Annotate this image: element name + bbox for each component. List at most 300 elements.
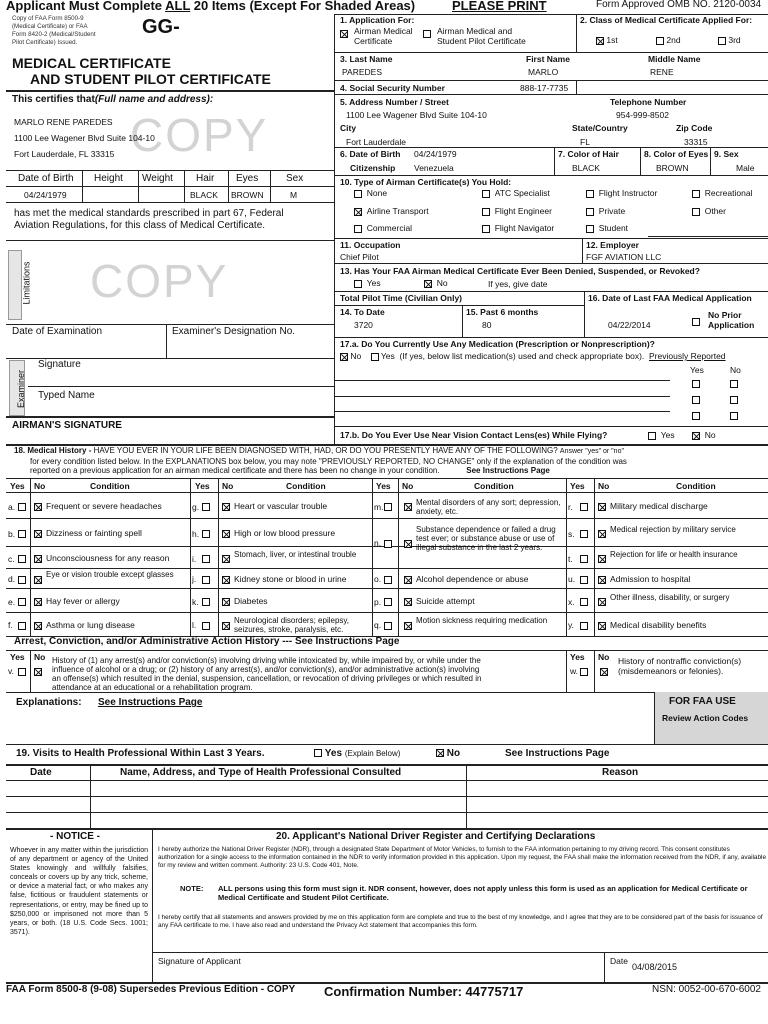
checkbox[interactable] <box>482 225 490 233</box>
condition-text: Dizziness or fainting spell <box>46 528 142 538</box>
condition-no-checkbox[interactable] <box>404 538 412 548</box>
holder-address-1: 1100 Lee Wagener Blvd Suite 104-10 <box>14 133 155 143</box>
item18-text: HAVE YOU EVER IN YOUR LIFE BEEN DIAGNOSED WITH, HAD, OR DO YOU PRESENTLY HAVE ANY OF THE FOLLOWING? <box>91 446 558 455</box>
checkbox-checked[interactable] <box>424 280 432 288</box>
checkbox[interactable] <box>730 380 738 388</box>
condition-letter: m. <box>374 501 384 512</box>
condition-text: Admission to hospital <box>610 573 691 584</box>
visits-no[interactable] <box>436 748 460 759</box>
checkbox[interactable] <box>202 576 210 584</box>
condition-text: Substance dependence or failed a drug test ever; or substance abuse or use of illegal substance in the last 2 years. <box>416 525 556 552</box>
checkbox-checked[interactable] <box>222 622 230 630</box>
total-pilot-time-label: Total Pilot Time (Civilian Only) <box>340 293 463 303</box>
signature-date: 04/08/2015 <box>632 962 678 972</box>
condition-yes-checkbox[interactable] <box>202 574 210 584</box>
airman-signature-label: AIRMAN'S SIGNATURE <box>12 420 122 431</box>
cert-type-label: Flight Engineer <box>494 206 552 216</box>
condition-yes-checkbox[interactable] <box>18 554 26 564</box>
item18-text: for every condition listed below. In the EXPLANATIONS box below, you may note "PREVIOUSLY REPORTED, NO CHANGE" only if the explanation of the condition was <box>30 456 627 466</box>
denied-no[interactable] <box>424 278 448 288</box>
item20-authorization: I hereby authorize the National Driver Register (NDR), through a designated State Department of Motor Vehicles, to furnish to the FAA information pertaining to my driving record. This consent constitutes authorization for a single access to the information contained in the NDR to verify information provided in this application. Upon my request, the FAA shall make the information received from the NDR, if any, available for my review and written comment. Authority: 23 U.S. Code 401, Note. <box>158 846 767 870</box>
hair-value: BLACK <box>190 190 218 200</box>
medication-row <box>340 351 726 361</box>
cert-private[interactable] <box>586 206 625 216</box>
opt-text: Airman Medical and <box>437 26 513 36</box>
condition-yes-checkbox[interactable] <box>580 554 588 564</box>
condition-letter: o. <box>374 574 382 584</box>
condition-letter: j. <box>192 574 197 584</box>
checkbox[interactable] <box>718 37 726 45</box>
checkbox-checked[interactable] <box>222 530 230 538</box>
item18-intro <box>14 446 764 476</box>
cert-student[interactable] <box>586 223 628 233</box>
copy-note-line: Copy of FAA Form 8500-9 <box>12 15 84 22</box>
condition-yes-checkbox[interactable] <box>18 502 26 512</box>
yes-col-header: Yes <box>10 652 25 662</box>
condition-yes-checkbox[interactable] <box>580 529 588 539</box>
date-label: Date <box>610 956 628 966</box>
checkbox[interactable] <box>656 37 664 45</box>
condition-letter: e. <box>8 596 16 607</box>
checkbox[interactable] <box>18 598 26 606</box>
checkbox[interactable] <box>202 503 210 511</box>
checkbox[interactable] <box>580 622 588 630</box>
yes-label: Yes <box>366 278 381 288</box>
faa-use-label: FOR FAA USE <box>669 696 736 707</box>
condition-letter: a. <box>8 501 16 512</box>
item1-opt2-label <box>437 26 526 46</box>
condition-text: Diabetes <box>234 596 268 606</box>
last-name-value: PAREDES <box>342 67 382 77</box>
no-col-header: No <box>222 481 234 491</box>
yes-col-header: Yes <box>570 652 585 662</box>
medication-no-checkbox[interactable] <box>340 353 348 361</box>
zip-value: 33315 <box>684 137 708 147</box>
checkbox[interactable] <box>692 396 700 404</box>
checkbox[interactable] <box>202 555 210 563</box>
height-header: Height <box>94 173 123 184</box>
denied-yes[interactable] <box>354 278 381 288</box>
last-medical-date: 04/22/2014 <box>608 320 651 330</box>
class-1st[interactable] <box>596 35 618 45</box>
condition-no-checkbox[interactable] <box>404 502 412 512</box>
checkbox[interactable] <box>482 208 490 216</box>
condition-yes-checkbox[interactable] <box>18 597 26 607</box>
copy-watermark: COPY <box>130 109 269 161</box>
condition-no-checkbox[interactable] <box>598 574 606 584</box>
confirmation-number: Confirmation Number: 44775717 <box>324 984 524 999</box>
cert-type-label: Recreational <box>704 188 753 198</box>
item2-label: 2. Class of Medical Certificate Applied For: <box>580 15 753 25</box>
checkbox-checked[interactable] <box>404 598 412 606</box>
med1-no[interactable] <box>730 378 738 388</box>
med2-yes[interactable] <box>692 394 700 404</box>
cert-title-2: AND STUDENT PILOT CERTIFICATE <box>30 71 271 87</box>
condition-no-checkbox[interactable] <box>34 502 42 512</box>
title-all: ALL <box>165 0 191 13</box>
checkbox-checked[interactable] <box>222 576 230 584</box>
condition-yes-checkbox[interactable] <box>580 574 588 584</box>
condition-yes-checkbox[interactable] <box>202 620 210 630</box>
checkbox-checked[interactable] <box>222 598 230 606</box>
form-number: FAA Form 8500-8 (9-08) Supersedes Previous Edition - COPY <box>6 984 296 995</box>
checkbox-checked[interactable] <box>600 668 608 676</box>
checkbox-checked[interactable] <box>34 668 42 676</box>
item9-label: 9. Sex <box>714 149 739 159</box>
condition-letter: n. <box>374 538 382 548</box>
condition-no-checkbox[interactable] <box>222 620 230 630</box>
copy-note-line: (Medical Certificate) or FAA <box>12 23 88 30</box>
first-name-value: MARLO <box>528 67 559 77</box>
condition-yes-checkbox[interactable] <box>202 502 210 512</box>
checkbox-checked[interactable] <box>340 30 348 38</box>
examiner-label: Examiner <box>16 369 27 409</box>
condition-yes-checkbox[interactable] <box>18 529 26 539</box>
condition-text: Mental disorders of any sort; depression, anxiety, etc. <box>416 497 561 516</box>
condition-yes-checkbox[interactable] <box>202 597 210 607</box>
explain-below: (Explain Below) <box>344 749 401 758</box>
answer-note: Answer "yes" or "no" <box>559 448 624 455</box>
condition-letter: p. <box>374 596 382 607</box>
condition-no-checkbox[interactable] <box>404 620 412 630</box>
checkbox-checked[interactable] <box>34 622 42 630</box>
no-col-header: No <box>402 481 414 491</box>
previously-reported-label: Previously Reported <box>649 351 726 361</box>
checkbox-checked[interactable] <box>596 37 604 45</box>
sex-header: Sex <box>286 173 304 184</box>
condition-yes-checkbox[interactable] <box>384 620 392 630</box>
condition-yes-checkbox[interactable] <box>580 597 588 607</box>
checkbox-checked[interactable] <box>34 555 42 563</box>
date-of-exam-label: Date of Examination <box>12 326 103 337</box>
contact-no[interactable] <box>692 430 716 440</box>
no-label: No <box>436 278 448 288</box>
v-label: v. <box>8 666 14 676</box>
condition-no-checkbox[interactable] <box>34 620 42 630</box>
item1-option-student[interactable] <box>423 28 431 38</box>
checkbox-checked[interactable] <box>404 503 412 511</box>
limitations-label: Limitations <box>21 261 32 305</box>
condition-yes-checkbox[interactable] <box>384 538 392 548</box>
checkbox[interactable] <box>580 530 588 538</box>
checkbox[interactable] <box>18 530 26 538</box>
w-no[interactable] <box>600 666 608 676</box>
class-label: 2nd <box>666 35 681 45</box>
notice-title: - NOTICE - <box>50 831 100 842</box>
checkbox[interactable] <box>580 598 588 606</box>
v-text: History of (1) any arrest(s) and/or conviction(s) involving driving while intoxicated by, while impaired by, or while under the influence of alcohol or a drug; or (2) history of any arrest(s), and/or conviction(s), and/or administrative action(s) involving an offense(s) which resulted in the denial, suspension, cancellation, or revocation of driving privileges or which resulted in attendance at an educational or a rehabilitation program. <box>52 656 482 692</box>
checkbox-checked[interactable] <box>34 530 42 538</box>
condition-letter: s. <box>568 528 575 539</box>
condition-yes-checkbox[interactable] <box>202 529 210 539</box>
checkbox[interactable] <box>692 318 700 326</box>
state-value: FL <box>580 137 590 147</box>
med1-yes[interactable] <box>692 378 700 388</box>
checkbox-checked[interactable] <box>354 208 362 216</box>
condition-text: Hay fever or allergy <box>46 596 120 606</box>
med-no-header: No <box>730 365 741 375</box>
checkbox[interactable] <box>586 190 594 198</box>
item11-label: 11. Occupation <box>340 240 401 250</box>
condition-no-checkbox[interactable] <box>404 574 412 584</box>
checkbox[interactable] <box>586 225 594 233</box>
checkbox-checked[interactable] <box>692 432 700 440</box>
checkbox[interactable] <box>18 576 26 584</box>
condition-no-checkbox[interactable] <box>404 597 412 607</box>
condition-no-checkbox[interactable] <box>222 574 230 584</box>
cert-flight-engineer[interactable] <box>482 206 552 216</box>
item1-option-airman[interactable] <box>340 28 348 38</box>
v-yes[interactable] <box>18 666 26 676</box>
checkbox[interactable] <box>202 530 210 538</box>
checkbox[interactable] <box>423 30 431 38</box>
no-label: No <box>446 748 461 759</box>
condition-text: Unconsciousness for any reason <box>46 553 170 563</box>
condition-no-checkbox[interactable] <box>34 554 42 564</box>
copy-note-line: Pilot Certificate) Issued. <box>12 39 78 46</box>
checkbox-checked[interactable] <box>404 540 412 548</box>
condition-no-checkbox[interactable] <box>598 554 606 564</box>
item20-title: 20. Applicant's National Driver Register and Certifying Declarations <box>276 831 596 842</box>
condition-text: Military medical discharge <box>610 501 708 511</box>
opt-text: Certificate <box>354 36 393 46</box>
condition-no-checkbox[interactable] <box>222 597 230 607</box>
typed-name-label: Typed Name <box>38 390 95 401</box>
condition-no-checkbox[interactable] <box>34 574 42 584</box>
checkbox[interactable] <box>18 503 26 511</box>
nsn-number: NSN: 0052-00-670-6002 <box>652 984 761 995</box>
item16-label: 16. Date of Last FAA Medical Application <box>588 293 752 303</box>
condition-letter: b. <box>8 528 16 539</box>
checkbox[interactable] <box>18 668 26 676</box>
condition-yes-checkbox[interactable] <box>384 597 392 607</box>
condition-text: Kidney stone or blood in urine <box>234 573 347 584</box>
checkbox[interactable] <box>314 749 322 757</box>
checkbox-checked[interactable] <box>34 503 42 511</box>
cert-flight-navigator[interactable] <box>482 223 554 233</box>
item18-text: reported on a previous application for an airman medical certificate and there has been no change in your condition. <box>30 466 440 475</box>
checkbox[interactable] <box>384 540 392 548</box>
checkbox-checked[interactable] <box>222 503 230 511</box>
certifies-hint: (Full name and address): <box>94 94 214 105</box>
condition-text: Motion sickness requiring medication <box>416 616 548 625</box>
checkbox[interactable] <box>586 208 594 216</box>
condition-no-checkbox[interactable] <box>34 597 42 607</box>
med3-no[interactable] <box>730 410 738 420</box>
condition-text: Suicide attempt <box>416 596 475 606</box>
medication-yes-checkbox[interactable] <box>371 353 379 361</box>
class-3rd[interactable] <box>718 35 741 45</box>
checkbox[interactable] <box>354 190 362 198</box>
yes-label: Yes <box>380 351 395 361</box>
checkbox[interactable] <box>580 668 588 676</box>
item19-label: 19. Visits to Health Professional Within Last 3 Years. <box>16 748 265 759</box>
cert-commercial[interactable] <box>354 223 412 233</box>
checkbox[interactable] <box>202 598 210 606</box>
checkbox[interactable] <box>354 225 362 233</box>
certifies-text: This certifies that <box>12 94 95 105</box>
no-prior-label <box>708 310 754 330</box>
checkbox-checked[interactable] <box>598 503 606 511</box>
arrest-title: Arrest, Conviction, and/or Administrative Action History --- See Instructions Page <box>14 636 400 647</box>
condition-col-header: Condition <box>90 481 130 491</box>
condition-letter: k. <box>192 596 199 607</box>
condition-text: Stomach, liver, or intestinal trouble <box>234 549 357 559</box>
condition-no-checkbox[interactable] <box>598 620 606 630</box>
give-date-label: If yes, give date <box>488 279 548 289</box>
item3-label: 3. Last Name <box>340 54 393 64</box>
applicant-signature-field[interactable] <box>300 966 596 978</box>
condition-yes-checkbox[interactable] <box>580 620 588 630</box>
checkbox[interactable] <box>18 622 26 630</box>
item17b-label: 17.b. Do You Ever Use Near Vision Contact Lens(es) While Flying? <box>340 430 608 440</box>
checkbox[interactable] <box>692 380 700 388</box>
cert-none[interactable] <box>354 188 387 198</box>
cert-title-1: MEDICAL CERTIFICATE <box>12 55 171 71</box>
checkbox-checked[interactable] <box>34 576 42 584</box>
condition-yes-checkbox[interactable] <box>18 620 26 630</box>
condition-letter: f. <box>8 620 13 630</box>
checkbox-checked[interactable] <box>598 598 606 606</box>
condition-no-checkbox[interactable] <box>598 597 606 607</box>
checkbox[interactable] <box>692 208 700 216</box>
phone-label: Telephone Number <box>610 97 687 107</box>
copy-watermark: COPY <box>90 255 229 307</box>
checkbox[interactable] <box>580 503 588 511</box>
condition-no-checkbox[interactable] <box>598 502 606 512</box>
no-label: No <box>704 430 716 440</box>
no-prior-text: No Prior <box>708 310 742 320</box>
condition-no-checkbox[interactable] <box>34 529 42 539</box>
checkbox[interactable] <box>580 555 588 563</box>
dob-right-value: 04/24/1979 <box>414 149 457 159</box>
condition-col-header: Condition <box>474 481 514 491</box>
med3-yes[interactable] <box>692 410 700 420</box>
checkbox-checked[interactable] <box>404 622 412 630</box>
checkbox[interactable] <box>648 432 656 440</box>
condition-letter: i. <box>192 553 197 564</box>
certifies-label <box>12 94 213 105</box>
condition-no-checkbox[interactable] <box>222 554 230 564</box>
checkbox[interactable] <box>580 576 588 584</box>
checkbox-checked[interactable] <box>598 530 606 538</box>
condition-yes-checkbox[interactable] <box>580 502 588 512</box>
condition-no-checkbox[interactable] <box>222 502 230 512</box>
item13-label: 13. Has Your FAA Airman Medical Certificate Ever Been Denied, Suspended, or Revoked? <box>340 266 700 276</box>
checkbox[interactable] <box>692 412 700 420</box>
checkbox-checked[interactable] <box>222 555 230 563</box>
item1-label: 1. Application For: <box>340 15 415 25</box>
item18-label: 18. Medical History - <box>14 446 92 455</box>
contact-yes[interactable] <box>648 430 675 440</box>
v-no[interactable] <box>34 666 42 676</box>
no-prior-checkbox[interactable] <box>692 316 700 326</box>
examiner-designation-label: Examiner's Designation No. <box>172 326 296 337</box>
condition-letter: h. <box>192 528 200 539</box>
zip-label: Zip Code <box>676 123 713 133</box>
condition-letter: c. <box>8 553 15 564</box>
checkbox-checked[interactable] <box>598 622 606 630</box>
item20-certification: I hereby certify that all statements and answers provided by me on this application form are complete and true to the best of my knowledge, and I agree that they are to be considered part of the basis for issuance of any FAA certificate to me. I have also read and understand the Privacy Act statement that accompanies this form. <box>158 914 763 930</box>
condition-text: Medical rejection by military service <box>610 524 736 534</box>
cert-flight-instructor[interactable] <box>586 188 657 198</box>
see-instructions-link[interactable]: See Instructions Page <box>98 697 203 708</box>
checkbox-checked[interactable] <box>34 598 42 606</box>
condition-yes-checkbox[interactable] <box>202 554 210 564</box>
condition-no-checkbox[interactable] <box>598 529 606 539</box>
eye-color-value: BROWN <box>656 163 689 173</box>
city-label: City <box>340 123 357 133</box>
visits-yes[interactable] <box>314 748 400 759</box>
condition-yes-checkbox[interactable] <box>384 502 392 512</box>
w-yes[interactable] <box>580 666 588 676</box>
omb-number: Form Approved OMB NO. 2120-0034 <box>596 0 762 10</box>
condition-yes-checkbox[interactable] <box>384 574 392 584</box>
weight-header: Weight <box>142 173 173 184</box>
sex-right-value: Male <box>736 163 755 173</box>
checkbox-checked[interactable] <box>598 555 606 563</box>
checkbox-checked[interactable] <box>436 749 444 757</box>
cert-recreational[interactable] <box>692 188 752 198</box>
please-print: PLEASE PRINT <box>452 0 547 13</box>
condition-letter: u. <box>568 574 576 584</box>
employer-value: FGF AVIATION LLC <box>586 252 662 262</box>
checkbox[interactable] <box>692 190 700 198</box>
item1-opt1-label <box>354 26 413 46</box>
checkbox[interactable] <box>202 622 210 630</box>
condition-no-checkbox[interactable] <box>222 529 230 539</box>
med2-no[interactable] <box>730 394 738 404</box>
yes-col-header: Yes <box>10 481 25 491</box>
checkbox[interactable] <box>384 622 392 630</box>
checkbox[interactable] <box>730 412 738 420</box>
form-title <box>6 0 415 13</box>
checkbox[interactable] <box>384 598 392 606</box>
item15-label: 15. Past 6 months <box>466 307 539 317</box>
condition-letter: q. <box>374 620 382 630</box>
city-value: Fort Lauderdale <box>346 137 407 147</box>
cert-other[interactable] <box>692 206 726 216</box>
cert-airline-transport[interactable] <box>354 206 429 216</box>
to-date-value: 3720 <box>354 320 373 330</box>
checkbox[interactable] <box>384 576 392 584</box>
checkbox-checked[interactable] <box>404 576 412 584</box>
checkbox[interactable] <box>730 396 738 404</box>
checkbox[interactable] <box>354 280 362 288</box>
eyes-header: Eyes <box>236 173 259 184</box>
checkbox[interactable] <box>482 190 490 198</box>
checkbox[interactable] <box>18 555 26 563</box>
citizenship-label: Citizenship <box>350 163 396 173</box>
cert-type-label: Flight Instructor <box>598 188 658 198</box>
checkbox-checked[interactable] <box>598 576 606 584</box>
item8-label: 8. Color of Eyes <box>644 149 709 159</box>
note-label: NOTE: <box>180 884 204 893</box>
standards-statement: has met the medical standards prescribed in part 67, Federal Aviation Regulations, for this class of Medical Certificate. <box>14 208 284 231</box>
condition-text: High or low blood pressure <box>234 528 336 538</box>
condition-text: Medical disability benefits <box>610 619 707 630</box>
ssn-value: 888-17-7735 <box>520 83 569 93</box>
dob-header: Date of Birth <box>18 173 74 184</box>
med-yes-header: Yes <box>690 365 704 375</box>
sex-value: M <box>290 190 298 200</box>
item5-label: 5. Address Number / Street <box>340 97 449 107</box>
checkbox[interactable] <box>384 503 392 511</box>
state-label: State/Country <box>572 123 628 133</box>
cert-atc[interactable] <box>482 188 550 198</box>
condition-yes-checkbox[interactable] <box>18 574 26 584</box>
class-2nd[interactable] <box>656 35 681 45</box>
